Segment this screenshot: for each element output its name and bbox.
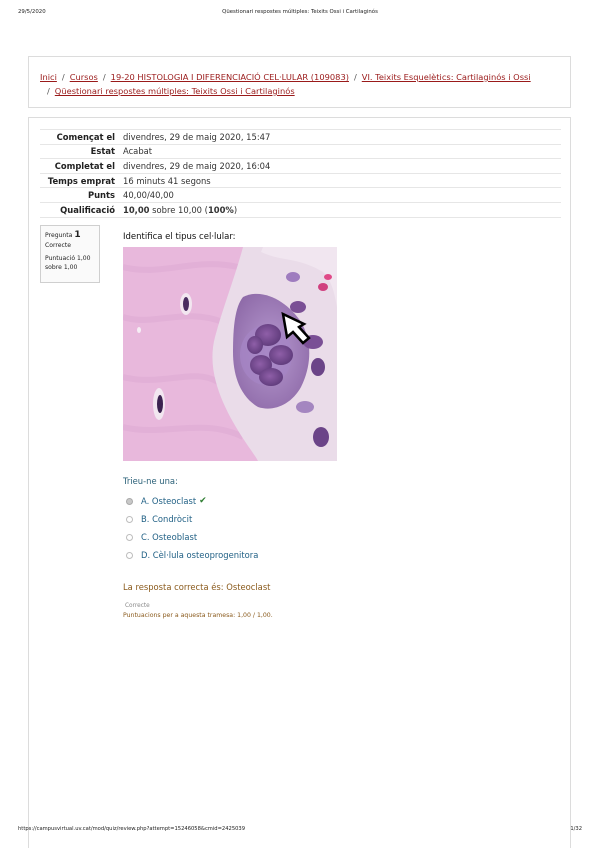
breadcrumb-courses[interactable]: Cursos: [69, 72, 98, 82]
print-footer: [14, 826, 586, 836]
table-row: [40, 173, 561, 188]
breadcrumb-home[interactable]: Inici: [40, 72, 57, 82]
grade-percent: 100%: [207, 204, 234, 215]
answer-option-label: C. Osteoblast: [141, 532, 198, 542]
feedback-state: Correcte: [125, 603, 150, 609]
summary-value: divendres, 29 de maig 2020, 16:04: [122, 159, 561, 174]
breadcrumb-quiz[interactable]: Qüestionari respostes múltiples: Teixits Ossi i Cartilaginós: [54, 86, 295, 96]
summary-value: 16 minuts 41 segons: [122, 173, 561, 188]
histology-image: [123, 247, 337, 461]
question-text: Identifica el tipus cel·lular:: [123, 232, 236, 242]
breadcrumb: [28, 56, 571, 108]
summary-label: Temps emprat: [40, 173, 122, 188]
question-grade: Puntuació 1,00 sobre 1,00: [45, 255, 91, 271]
breadcrumb-course[interactable]: 19-20 HISTOLOGIA I DIFERENCIACIÓ CEL·LULAR (109083): [110, 72, 349, 82]
grade-value: [122, 202, 561, 217]
radio-selected[interactable]: [126, 498, 133, 505]
answer-prompt: Trieu-ne una:: [123, 476, 178, 486]
quiz-review-card: [28, 117, 571, 848]
question-number: 1: [74, 230, 81, 240]
summary-label: Punts: [40, 188, 122, 203]
answer-option-a[interactable]: [123, 492, 543, 510]
breadcrumb-separator: /: [61, 72, 65, 82]
table-row: [40, 159, 561, 174]
breadcrumb-separator: /: [353, 72, 357, 82]
table-row: [40, 188, 561, 203]
table-row: [40, 144, 561, 159]
grade-score: 10,00: [123, 204, 150, 215]
print-date: 29/5/2020: [18, 9, 46, 15]
radio-unselected[interactable]: [126, 516, 133, 523]
summary-value: Acabat: [122, 144, 561, 159]
radio-unselected[interactable]: [126, 552, 133, 559]
question-state: Correcte: [45, 242, 71, 249]
answer-option-label: B. Condròcit: [141, 514, 193, 524]
right-answer-text: La resposta correcta és: Osteoclast: [123, 582, 271, 592]
summary-label: Estat: [40, 144, 122, 159]
check-icon: ✔: [199, 496, 207, 506]
breadcrumb-separator: /: [102, 72, 106, 82]
summary-label: Qualificació: [40, 202, 122, 217]
answer-option-b[interactable]: [123, 510, 543, 528]
summary-value: 40,00/40,00: [122, 188, 561, 203]
summary-label: Completat el: [40, 159, 122, 174]
answer-option-label: D. Cèl·lula osteoprogenitora: [141, 550, 259, 560]
print-url: https://campusvirtual.uv.cat/mod/quiz/review.php?attempt=15246058&cmid=2425039: [18, 826, 246, 832]
summary-label: Començat el: [40, 130, 122, 145]
summary-value: divendres, 29 de maig 2020, 15:47: [122, 130, 561, 145]
answer-option-d[interactable]: [123, 546, 543, 564]
attempt-summary-table: [40, 129, 561, 218]
print-header: [14, 9, 586, 19]
grade-out-of: sobre 10,00 (: [149, 204, 208, 215]
breadcrumb-section[interactable]: VI. Teixits Esquelètics: Cartilaginós i Ossi: [361, 72, 531, 82]
answer-option-c[interactable]: [123, 528, 543, 546]
histology-micrograph: [123, 247, 337, 461]
table-row: [40, 130, 561, 145]
grade-close: ): [233, 204, 238, 215]
feedback-block: [123, 582, 563, 619]
question-info-box: [40, 225, 100, 283]
answer-option-label: A. Osteoclast: [141, 496, 197, 506]
radio-unselected[interactable]: [126, 534, 133, 541]
print-page-number: 1/32: [570, 826, 582, 832]
table-row: [40, 202, 561, 217]
marks-text: Puntuacions per a aquesta tramesa: 1,00 / 1,00.: [123, 612, 273, 619]
breadcrumb-separator: /: [47, 86, 50, 96]
answer-block: [123, 476, 543, 564]
print-doc-title: Qüestionari respostes múltiples: Teixits Ossi i Cartilaginós: [222, 9, 378, 15]
question-prefix: Pregunta: [45, 232, 73, 239]
